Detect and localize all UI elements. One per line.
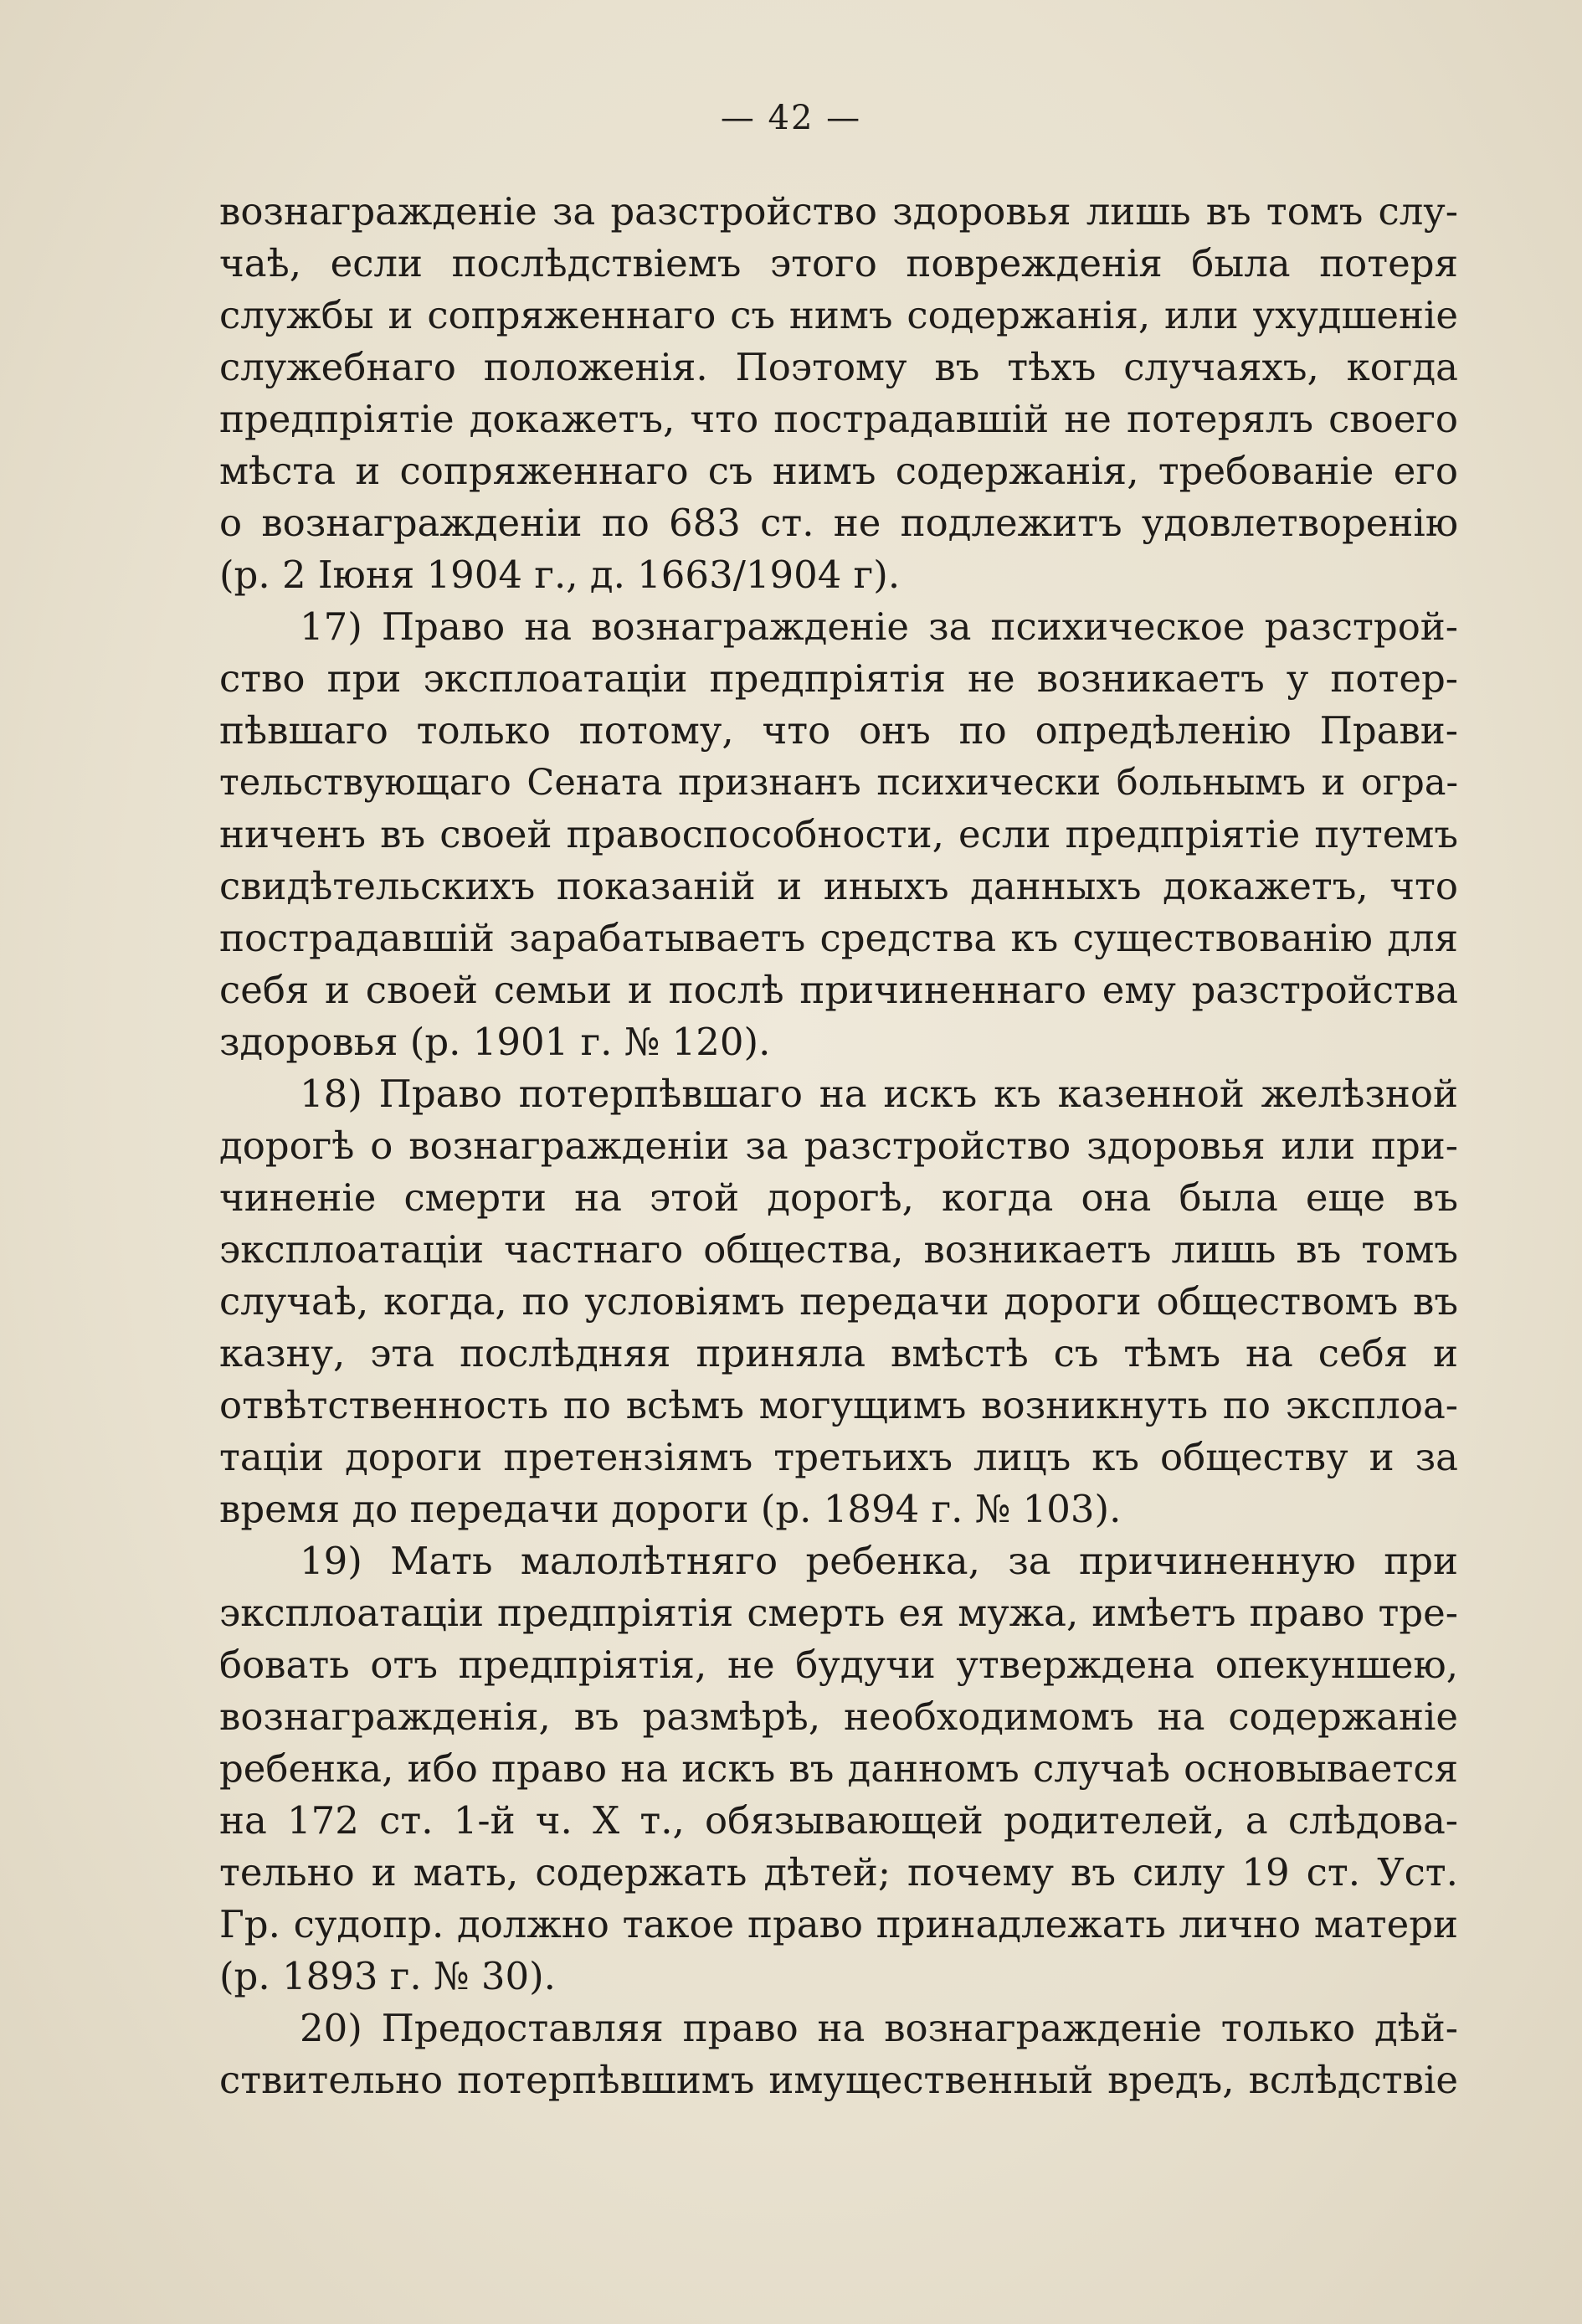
text-line: ребенка, ибо право на искъ въ данномъ случаѣ основывается [219,1746,1458,1791]
text-line: 19) Мать малолѣтняго ребенка, за причиненную при [300,1539,1458,1583]
text-line: 20) Предоставляя право на вознагражденіе только дѣй- [300,2006,1458,2050]
text-line: здоровья (р. 1901 г. № 120). [219,1020,771,1064]
text-line: пострадавшій зарабатываетъ средства къ существованію для [219,916,1458,960]
text-line: на 172 ст. 1-й ч. X т., обязывающей родителей, а слѣдова- [219,1798,1458,1843]
text-line: отвѣтственность по всѣмъ могущимъ возникнуть по эксплоа- [219,1383,1458,1427]
text-line: мѣста и сопряженнаго съ нимъ содержанія, требованіе его [219,449,1458,493]
text-line: ствительно потерпѣвшимъ имущественный вредъ, вслѣдствіе [219,2058,1458,2102]
text-line: эксплоатаціи частнаго общества, возникаетъ лишь въ томъ [219,1227,1458,1272]
text-line: пѣвшаго только потому, что онъ по опредѣленію Прави- [219,708,1458,753]
text-line: эксплоатаціи предпріятія смерть ея мужа, имѣетъ право тре- [219,1591,1458,1635]
text-line: время до передачи дороги (р. 1894 г. № 103). [219,1487,1122,1531]
text-line: Гр. судопр. должно такое право принадлежать лично матери [219,1902,1458,1946]
page-number: — 42 — [720,99,862,137]
text-line: 18) Право потерпѣвшаго на искъ къ казенной желѣзной [300,1072,1458,1116]
text-line: свидѣтельскихъ показаній и иныхъ данныхъ докажетъ, что [219,864,1458,908]
text-line: чаѣ, если послѣдствіемъ этого поврежденія была потеря [219,241,1458,285]
body-text [219,186,1458,2106]
text-line: вознагражденіе за разстройство здоровья лишь въ томъ слу- [219,189,1458,234]
text-line: тельствующаго Сената признанъ психически больнымъ и огра- [219,762,1458,804]
text-line: вознагражденія, въ размѣрѣ, необходимомъ на содержаніе [219,1694,1458,1739]
text-line: предпріятіе докажетъ, что пострадавшій не потерялъ своего [219,397,1458,441]
text-line: о вознагражденіи по 683 ст. не подлежитъ удовлетворенію [219,501,1458,545]
text-line: таціи дороги претензіямъ третьихъ лицъ къ обществу и за [219,1435,1458,1479]
text-line: (р. 1893 г. № 30). [219,1954,556,1998]
text-line: чиненіе смерти на этой дорогѣ, когда она была еще въ [219,1175,1458,1220]
text-line: себя и своей семьи и послѣ причиненнаго ему разстройства [219,968,1458,1012]
text-line: ниченъ въ своей правоспособности, если предпріятіе путемъ [219,812,1458,856]
text-line: ство при эксплоатаціи предпріятія не возникаетъ у потер- [219,656,1458,701]
text-line: казну, эта послѣдняя приняла вмѣстѣ съ тѣмъ на себя и [219,1331,1458,1375]
text-line: бовать отъ предпріятія, не будучи утверждена опекуншею, [219,1643,1458,1687]
text-line: 17) Право на вознагражденіе за психическое разстрой- [300,604,1458,649]
text-line: тельно и мать, содержать дѣтей; почему въ силу 19 ст. Уст. [219,1850,1458,1895]
text-line: случаѣ, когда, по условіямъ передачи дороги обществомъ въ [219,1279,1458,1324]
text-line: службы и сопряженнаго съ нимъ содержанія, или ухудшеніе [219,293,1458,337]
text-line: (р. 2 Іюня 1904 г., д. 1663/1904 г). [219,553,901,597]
text-line: дорогѣ о вознагражденіи за разстройство здоровья или при- [219,1123,1458,1168]
text-line: служебнаго положенія. Поэтому въ тѣхъ случаяхъ, когда [219,345,1458,389]
